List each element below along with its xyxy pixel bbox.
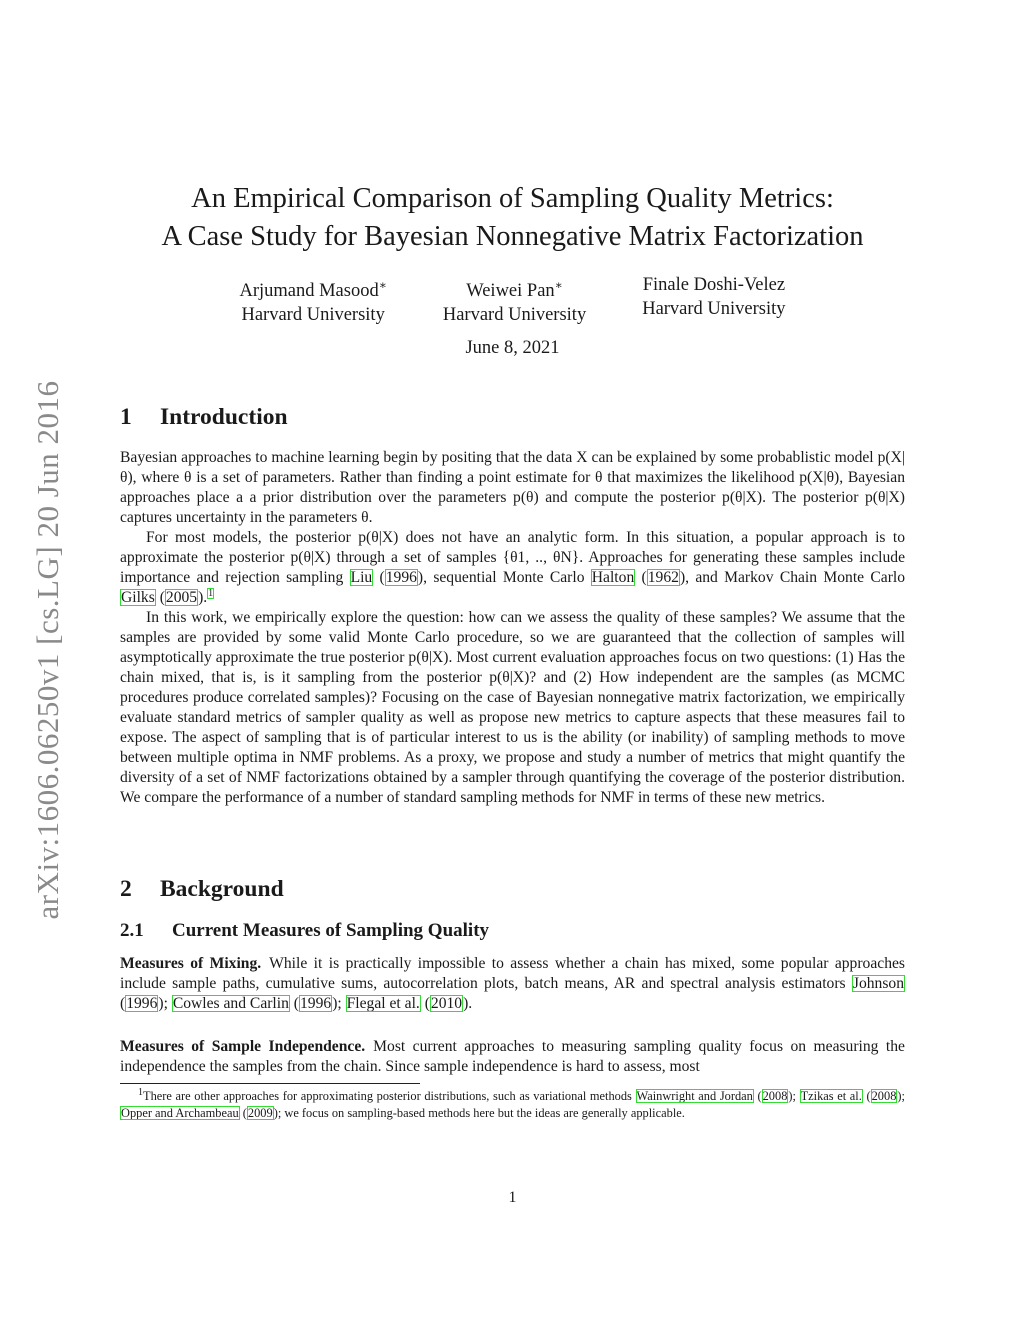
citation-year-link[interactable]: 1962 [647, 569, 679, 586]
mixing-paragraph: Measures of Mixing. While it is practically impossible to assess whether a chain has mixed, some popular approaches include sample paths, cumulative sums, autocorrelation plots, batch means, AR and spectral analysis estimators Johnson (1996); Cowles and Carlin (1996); Flegal et al. (2010). [120, 955, 905, 1012]
citation-link[interactable]: Halton [591, 569, 635, 586]
citation-year-link[interactable]: 2005 [165, 589, 198, 606]
author-1 [239, 273, 386, 327]
paper-date: June 8, 2021 [465, 338, 560, 358]
section-heading-background [120, 876, 284, 903]
paper-title [120, 180, 905, 256]
section-number: 1 [120, 404, 132, 430]
title-line-1: An Empirical Comparison of Sampling Quality Metrics: [191, 183, 834, 214]
arxiv-id-text: arXiv:1606.06250v1 [cs.LG] 20 Jun 2016 [30, 380, 65, 920]
author-name: Arjumand Masood [239, 281, 379, 302]
subsection-number: 2.1 [120, 920, 144, 941]
citation-year-link[interactable]: 2008 [762, 1089, 788, 1103]
citation-link[interactable]: Liu [350, 569, 373, 586]
footnote-link[interactable]: 1 [208, 587, 214, 599]
citation-link[interactable]: Johnson [852, 975, 904, 992]
citation-link[interactable]: Gilks [121, 589, 155, 606]
title-line-2: A Case Study for Bayesian Nonnegative Matrix Factorization [161, 221, 864, 252]
section-title: Introduction [160, 404, 288, 430]
intro-paragraph-3: In this work, we empirically explore the question: how can we assess the quality of these samples? We assume that the samples are provided by some valid Monte Carlo procedure, so we are guaranteed that the collection of samples will asymptotically approximate the true posterior p(θ|X). Most current evaluation approaches focus on two questions: (1) Has the chain mixed, that is, is it sampling from the posterior p(θ|X)? and (2) How independent are the samples (as MCMC procedures produce correlated samples)? Focusing on the case of Bayesian nonnegative matrix factorization, we empirically evaluate standard metrics of sampler quality as well as propose new metrics to capture aspects that these measures fail to expose. The aspect of sampling that is of particular interest to us is the ability (or inability) of sampling methods to move between multiple optima in NMF problems. As a proxy, we propose and study a number of metrics that might quantify the diversity of a set of NMF factorizations obtained by a sampler through quantifying the coverage of the posterior distribution. We compare the performance of a number of standard sampling methods for NMF in terms of these new metrics. [120, 609, 905, 806]
arxiv-identifier-stamp [28, 360, 68, 940]
section-heading-introduction [120, 404, 288, 431]
citation-year-link[interactable]: 1996 [126, 995, 158, 1012]
author-2 [443, 273, 586, 327]
paragraph-heading: Measures of Mixing. [120, 955, 262, 972]
equal-contribution-mark: ∗ [378, 278, 387, 292]
citation-link[interactable]: Opper and Archambeau [121, 1105, 239, 1120]
citation-link[interactable]: Wainwright and Jordan [636, 1089, 753, 1103]
citation-year-link[interactable]: 2010 [430, 995, 463, 1012]
author-3 [642, 273, 785, 327]
citation-year-link[interactable]: 2008 [871, 1089, 897, 1103]
citation-year-link[interactable]: 1996 [300, 995, 332, 1012]
intro-paragraph-1: Bayesian approaches to machine learning begin by positing that the data X can be explained by some probablistic model p(X|θ), where θ is a set of parameters. Rather than finding a point estimate for θ that maximizes the likelihood p(X|θ), Bayesian approaches place a a prior distribution over the parameters p(θ) and compute the posterior p(θ|X). The posterior p(θ|X) captures uncertainty in the parameters θ. [120, 449, 905, 526]
section-number: 2 [120, 876, 132, 902]
author-block [120, 273, 905, 327]
paragraph-heading: Measures of Sample Independence. [120, 1038, 366, 1055]
footnote-divider [120, 1083, 420, 1084]
footnote-1: $^1$There are other approaches for approximating posterior distributions, such as variational methods Wainwright and Jordan (2008); Tzikas et al. (2008); Opper and Archambeau (2009); we focus on sampling-based methods here but the ideas are generally applicable. [121, 1086, 905, 1120]
equal-contribution-mark: ∗ [554, 278, 563, 292]
author-affiliation: Harvard University [241, 305, 385, 326]
author-name: Finale Doshi-Velez [642, 275, 786, 295]
citation-link[interactable]: Cowles and Carlin [172, 995, 289, 1012]
footnote-mark: 1 [138, 1086, 143, 1098]
author-affiliation: Harvard University [642, 299, 786, 319]
section-title: Background [160, 876, 284, 902]
subsection-heading [120, 920, 489, 942]
citation-link[interactable]: Flegal et al. [346, 995, 420, 1012]
independence-paragraph: Measures of Sample Independence. Most current approaches to measuring sampling quality focus on measuring the independence the samples from the chain. Since sample independence is hard to assess, most [120, 1038, 905, 1075]
citation-link[interactable]: Tzikas et al. [800, 1089, 862, 1103]
author-name: Weiwei Pan [466, 281, 555, 302]
citation-year-link[interactable]: 1996 [385, 569, 417, 586]
subsection-title: Current Measures of Sampling Quality [172, 920, 490, 941]
introduction-body [120, 448, 905, 808]
intro-paragraph-2: For most models, the posterior p(θ|X) does not have an analytic form. In this situation, a popular approach is to approximate the posterior p(θ|X) through a set of samples {θ1, .., θN}. Approaches for generating these samples include importance and rejection sampling Liu (1996), sequential Monte Carlo Halton (1962), and Markov Chain Monte Carlo Gilks (2005).$^1$ [120, 529, 906, 606]
author-affiliation: Harvard University [442, 305, 587, 326]
citation-year-link[interactable]: 2009 [247, 1105, 273, 1120]
page-number: 1 [508, 1189, 517, 1206]
